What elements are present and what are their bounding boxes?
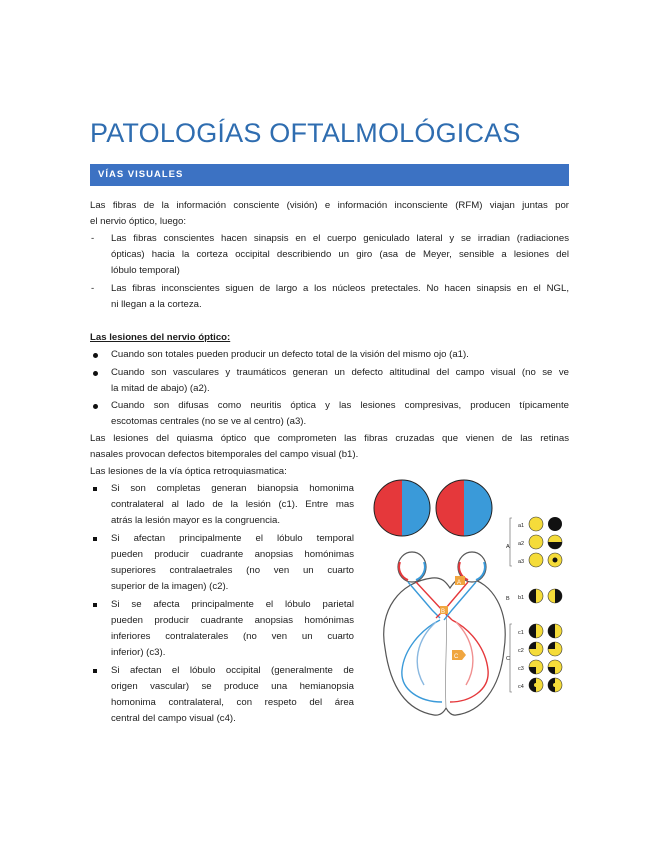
retro-item-3-line-1: Si se afecta principalmente el lóbulo parietal bbox=[111, 599, 354, 610]
dash-item-1-line-3: lóbulo temporal) bbox=[111, 265, 180, 276]
optic-item-3-line-1: Cuando son difusas como neuritis óptica y las lesiones compresivas, producen típicamente bbox=[111, 400, 569, 411]
dash-item-2-line-2: ni llegan a la corteza. bbox=[111, 299, 202, 310]
bullet-dot bbox=[93, 404, 98, 409]
lesion-marker-a bbox=[455, 576, 465, 586]
retro-item-4-line-3: homonima contralateral, con respeto del área bbox=[111, 697, 354, 708]
optic-item-2-line-2: la mitad de abajo) (a2). bbox=[111, 383, 210, 394]
optic-item-2-line-1: Cuando son vasculares y traumáticos generan un defecto altitudinal del campo visual (no se ve bbox=[111, 367, 569, 378]
right-visual-field-icon bbox=[436, 480, 492, 536]
svg-text:B: B bbox=[441, 609, 446, 615]
lesion-marker-b bbox=[440, 606, 448, 615]
retro-item-1-line-2: contralateral al lado de la lesión (c1). Entre mas bbox=[111, 499, 354, 510]
svg-text:A: A bbox=[506, 544, 510, 550]
optic-pathways bbox=[402, 582, 488, 702]
visual-pathway-figure bbox=[360, 470, 575, 735]
optic-heading: Las lesiones del nervio óptico: bbox=[90, 332, 231, 343]
svg-text:B: B bbox=[506, 596, 510, 602]
left-eye-icon bbox=[398, 552, 426, 582]
svg-text:a2: a2 bbox=[518, 541, 525, 547]
optic-item-1-line-1: Cuando son totales pueden producir un defecto total de la visión del mismo ojo (a1). bbox=[111, 349, 469, 360]
section-title: VÍAS VISUALES bbox=[98, 169, 184, 180]
optic-item-3-line-2: escotomas centrales (no se ve al centro) (a3). bbox=[111, 416, 307, 427]
chiasm-line-2: nasales provocan defectos bitemporales del campo visual (b1). bbox=[90, 449, 359, 460]
svg-text:a3: a3 bbox=[518, 559, 525, 565]
svg-text:C: C bbox=[506, 656, 510, 662]
page-title: PATOLOGÍAS OFTALMOLÓGICAS bbox=[90, 118, 521, 148]
svg-text:a1: a1 bbox=[518, 523, 525, 529]
intro-line-2: el nervio óptico, luego: bbox=[90, 216, 186, 227]
bullet-square bbox=[93, 537, 97, 541]
retro-item-4-line-2: origen vascular) se produce una hemianopsia bbox=[111, 681, 354, 692]
retro-item-2-line-2: pueden producir cuadrante anopsias homónimas bbox=[111, 549, 354, 560]
bullet-dot bbox=[93, 371, 98, 376]
retro-item-4-line-4: central del campo visual (c4). bbox=[111, 713, 236, 724]
dash-item-1-line-1: Las fibras conscientes hacen sinapsis en el cuerpo geniculado lateral y se irradian (radiaciones bbox=[111, 233, 569, 244]
svg-text:c2: c2 bbox=[518, 648, 524, 654]
svg-text:c1: c1 bbox=[518, 630, 524, 636]
dash-item-2-line-1: Las fibras inconscientes siguen de largo a los núcleos pretectales. No hacen sinapsis en el NGL, bbox=[111, 283, 569, 294]
retro-heading: Las lesiones de la vía óptica retroquiasmatica: bbox=[90, 466, 287, 477]
dash-item-1-line-2: ópticas) hacia la corteza occipital describiendo un giro (asa de Meyer, sensible a lesiones del bbox=[111, 249, 569, 260]
bullet-dot bbox=[93, 353, 98, 358]
field-defect-panel bbox=[506, 517, 562, 692]
retro-item-1-line-1: Si son completas generan bianopsia homonima bbox=[111, 483, 354, 494]
retro-item-3-line-2: pueden producir cuadrante anopsias homónimas bbox=[111, 615, 354, 626]
lesion-marker-c bbox=[452, 650, 466, 660]
svg-text:b1: b1 bbox=[518, 595, 525, 601]
svg-text:C: C bbox=[454, 654, 459, 660]
retro-item-1-line-3: atrás la lesión mayor es la congruencia. bbox=[111, 515, 281, 526]
bullet-square bbox=[93, 603, 97, 607]
retro-item-3-line-4: inferior) (c3). bbox=[111, 647, 166, 658]
retro-item-2-line-1: Si afectan principalmente el lóbulo temporal bbox=[111, 533, 354, 544]
brain-outline-icon bbox=[384, 578, 505, 715]
chiasm-line-1: Las lesiones del quiasma óptico que comprometen las fibras cruzadas que vienen de las retinas bbox=[90, 433, 569, 444]
retro-item-3-line-3: inferiores contralaterales (no ven un cuarto bbox=[111, 631, 354, 642]
left-visual-field-icon bbox=[374, 480, 430, 536]
dash-marker: - bbox=[91, 233, 95, 244]
svg-text:c4: c4 bbox=[518, 684, 524, 690]
svg-text:A: A bbox=[457, 580, 462, 586]
intro-line-1: Las fibras de la información consciente (visión) e información inconsciente (RFM) viajan juntas por bbox=[90, 200, 569, 211]
retro-item-2-line-4: superior de la imagen) (c2). bbox=[111, 581, 229, 592]
section-banner bbox=[90, 164, 569, 186]
retro-item-4-line-1: Si afectan el lóbulo occipital (generalmente de bbox=[111, 665, 354, 676]
bullet-square bbox=[93, 669, 97, 673]
retro-item-2-line-3: superiores contralaetrales (no ven un cuarto bbox=[111, 565, 354, 576]
svg-text:c3: c3 bbox=[518, 666, 524, 672]
dash-marker: - bbox=[91, 283, 95, 294]
bullet-square bbox=[93, 487, 97, 491]
